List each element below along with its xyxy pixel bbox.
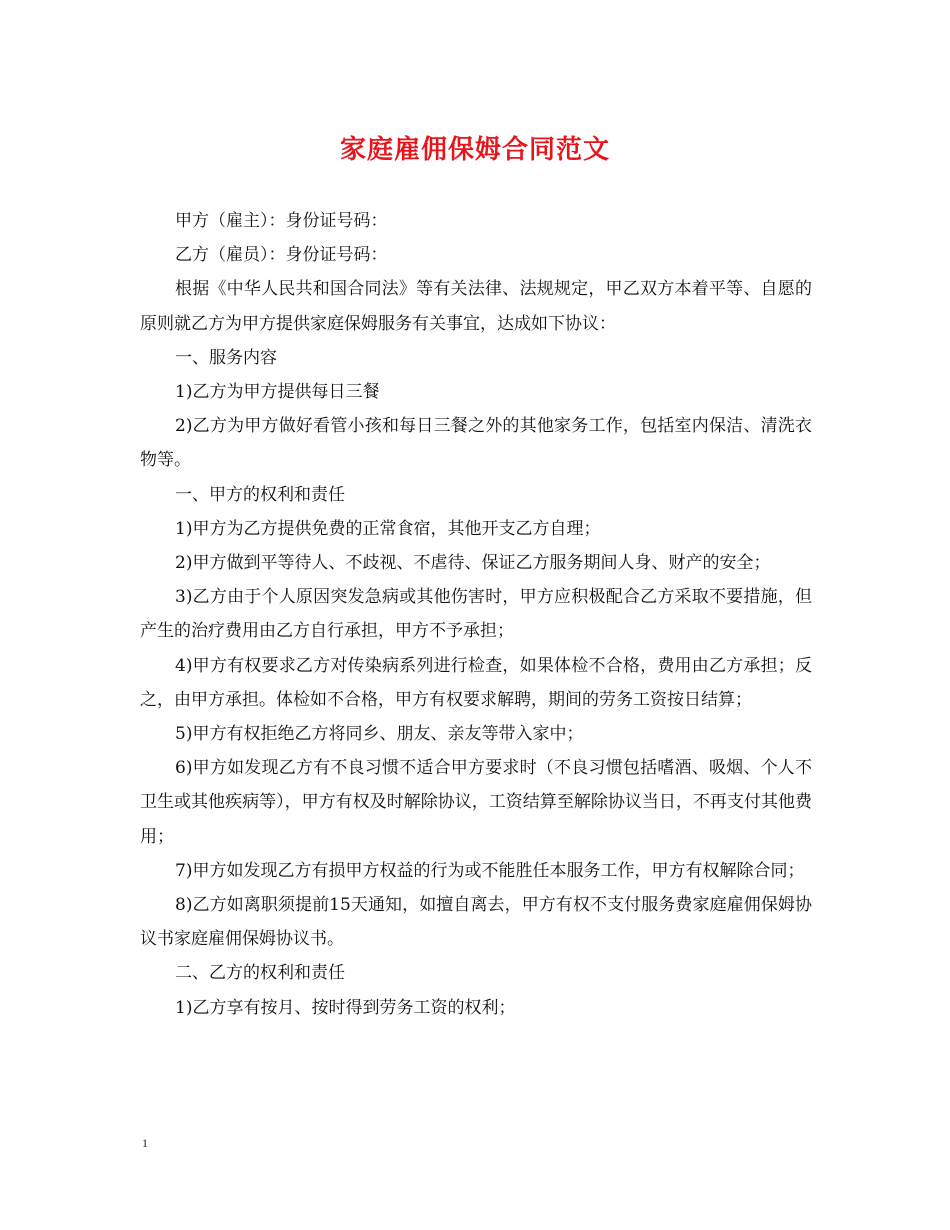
- clause-paragraph: 2)乙方为甲方做好看管小孩和每日三餐之外的其他家务工作，包括室内保洁、清洗衣物等。: [140, 416, 812, 471]
- clause-paragraph: 3)乙方由于个人原因突发急病或其他伤害时，甲方应积极配合乙方采取不要措施，但产生的治疗费用由乙方自行承担，甲方不予承担；: [140, 587, 812, 642]
- section-heading-party-a: 一、甲方的权利和责任: [175, 484, 345, 505]
- clause-paragraph: 1)甲方为乙方提供免费的正常食宿，其他开支乙方自理；: [175, 518, 601, 539]
- clause-paragraph: 2)甲方做到平等待人、不歧视、不虐待、保证乙方服务期间人身、财产的安全；: [175, 553, 771, 574]
- party-a-line: 甲方（雇主）：身份证号码：: [175, 211, 388, 231]
- clause-paragraph: 1)乙方享有按月、按时得到劳务工资的权利；: [175, 997, 516, 1018]
- document-body: [140, 204, 812, 1025]
- section-heading-party-b: 二、乙方的权利和责任: [175, 963, 345, 984]
- clause-paragraph: 4)甲方有权要求乙方对传染病系列进行检查，如果体检不合格，费用由乙方承担；反之，由甲方承担。体检如不合格，甲方有权要求解聘，期间的劳务工资按日结算；: [140, 655, 812, 710]
- clause-paragraph: 8)乙方如离职须提前15天通知，如擅自离去，甲方有权不支付服务费家庭雇佣保姆协议书家庭雇佣保姆协议书。: [140, 895, 812, 950]
- document-title: 家庭雇佣保姆合同范文: [339, 135, 610, 165]
- clause-paragraph: 1)乙方为甲方提供每日三餐: [175, 382, 380, 403]
- clause-paragraph: 5)甲方有权拒绝乙方将同乡、朋友、亲友等带入家中；: [175, 724, 584, 745]
- clause-paragraph: 7)甲方如发现乙方有损甲方权益的行为或不能胜任本服务工作，甲方有权解除合同；: [175, 860, 805, 881]
- party-b-line: 乙方（雇员）：身份证号码：: [175, 245, 388, 266]
- page-number: 1: [142, 1136, 148, 1150]
- section-heading-service: 一、服务内容: [175, 347, 277, 368]
- preamble-paragraph: 根据《中华人民共和国合同法》等有关法律、法规规定，甲乙双方本着平等、自愿的原则就乙方为甲方提供家庭保姆服务有关事宜，达成如下协议：: [140, 279, 812, 334]
- clause-paragraph: 6)甲方如发现乙方有不良习惯不适合甲方要求时（不良习惯包括嗜酒、吸烟、个人不卫生或其他疾病等），甲方有权及时解除协议，工资结算至解除协议当日，不再支付其他费用；: [140, 758, 812, 847]
